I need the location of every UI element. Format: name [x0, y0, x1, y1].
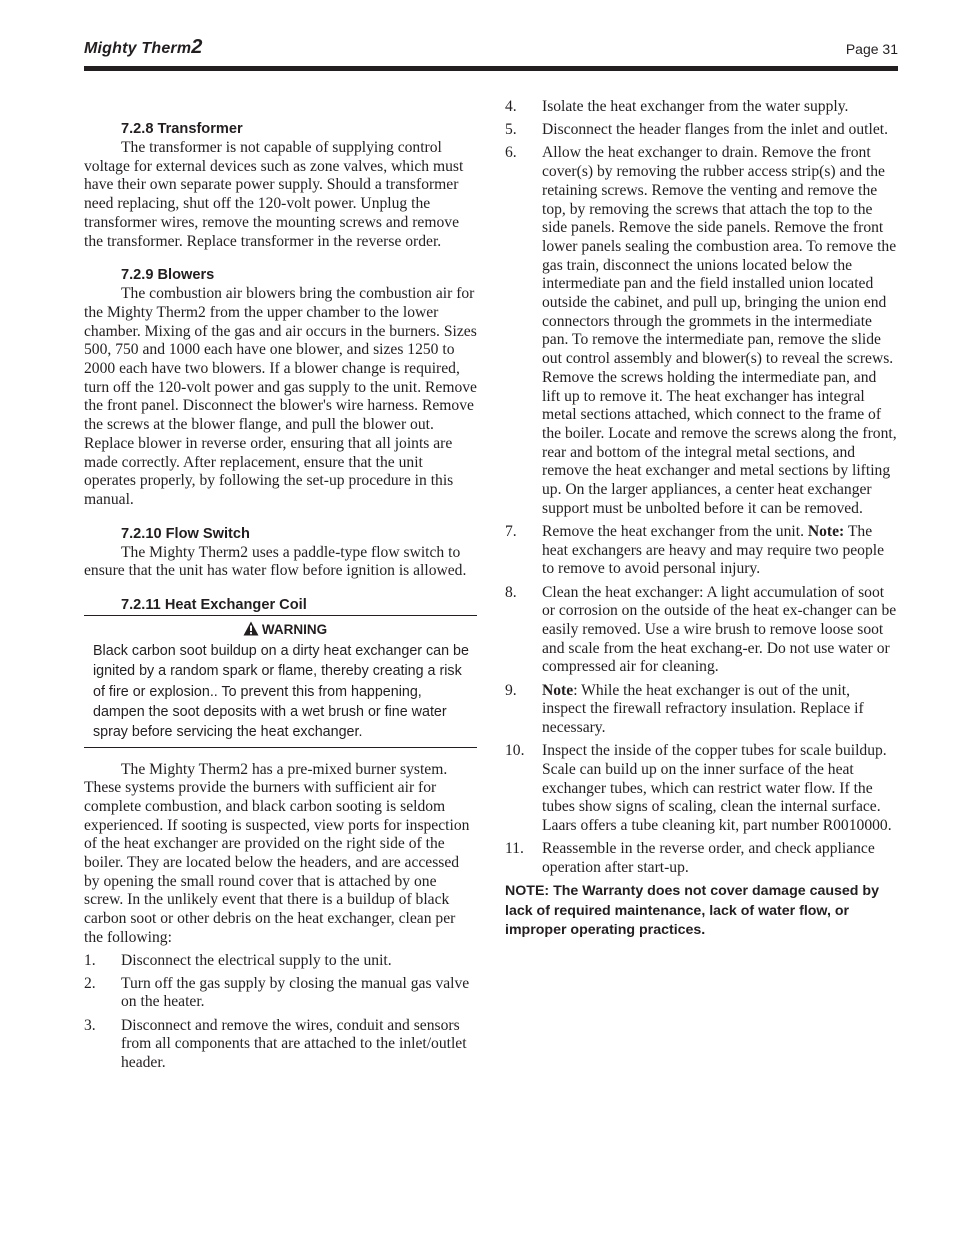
list-item: 3. Disconnect and remove the wires, conduit and sensors from all components that are attached to the inlet/outlet header.: [84, 1016, 467, 1072]
right-column: [505, 98, 898, 941]
flow-switch-paragraph: The Mighty Therm2 uses a paddle-type flow switch to ensure that the unit has water flow before ignition is allowed.: [84, 543, 467, 580]
section-heading-blowers: 7.2.9 Blowers: [121, 267, 215, 284]
left-column: [84, 98, 477, 1077]
warranty-note: NOTE: The Warranty does not cover damage caused by lack of required maintenance, lack of water flow, or improper operating practices.: [505, 883, 879, 939]
list-item: 11. Reassemble in the reverse order, and check appliance operation after start-up.: [505, 840, 875, 876]
steps-list-right: [505, 98, 898, 878]
steps-list-left: [84, 952, 477, 1073]
section-heading-transformer: 7.2.8 Transformer: [121, 121, 243, 137]
section-heading-flow-switch: 7.2.10 Flow Switch: [121, 525, 250, 542]
brand-title: Mighty Therm2: [84, 36, 203, 58]
transformer-paragraph: The transformer is not capable of supplying control voltage for external devices such as zone valves, which must have their own separate power supply. Should a transformer need replacing, shut off the 120-volt power. Unplug the transformer wires, remove the mounting screws and remove the transformer. Replace transformer in the reverse order.: [84, 139, 464, 250]
warning-title: WARNING: [93, 621, 477, 639]
list-item: 10. Inspect the inside of the copper tubes for scale buildup. Scale can build up on the inner surface of the heat exchanger tubes, which can restrict water flow. If the tubes show signs of scaling, clean the internal surface. Laars offers a tube cleaning kit, part number R0010000.: [505, 742, 892, 835]
warning-text: Black carbon soot buildup on a dirty heat exchanger can be ignited by a random spark or flame, thereby creating a risk of fire or explosion.. To prevent this from happening, dampen the soot deposits with a wet brush or fine water spray before servicing the heat exchanger.: [93, 643, 469, 741]
page-header: [84, 36, 898, 60]
list-item: 7. Remove the heat exchanger from the unit. Note: The heat exchangers are heavy and may require two people to remove to avoid personal injury.: [505, 522, 885, 578]
page-number: Page 31: [845, 41, 898, 57]
list-item: 2. Turn off the gas supply by closing the manual gas valve on the heater.: [84, 974, 470, 1011]
header-rule: [84, 66, 898, 71]
list-item: 4. Isolate the heat exchanger from the water supply.: [505, 98, 849, 115]
list-item: 6. Allow the heat exchanger to drain. Remove the front cover(s) by removing the rubber access strip(s) and the retaining screws. Remove the venting and remove the top, by removing the screws that attach the top to the side panels. Remove the side panels. Remove the front lower panels sealing the combustion area. To remove the gas train, disconnect the unions located below the intermediate pan and the field installed union located outside the cabinet, and pull up, bringing the union end connectors through the grommets in the intermediate pan. To remove the intermediate pan, remove the slide out control assembly and blower(s) to reveal the screws. Remove the screws holding the intermediate pan, and lift up to remove it. The heat exchanger has integral metal sections attached, which connect to the frame of the boiler. Locate and remove the screws along the front, rear and bottom of the integral metal sections, and remove the heat exchanger and metal sections by lifting up. On the larger appliances, a center heat exchanger support must be unbolted before it can be removed.: [505, 144, 897, 517]
heat-exchanger-paragraph: The Mighty Therm2 has a pre-mixed burner system. These systems provide the burners with sufficient air for complete combustion, and black carbon sooting is seldom experienced. If sooting is suspected, view ports for inspection of the heat exchanger are provided on the right side of the boiler. They are located below the headers, and are accessed by opening the small round cover that is attached by one screw. In the unlikely event that there is a buildup of black carbon soot or other debris on the heat exchanger, clean per the following:: [84, 760, 470, 946]
list-item: 1. Disconnect the electrical supply to the unit.: [84, 951, 392, 969]
section-heading-heat-exchanger: 7.2.11 Heat Exchanger Coil: [121, 597, 307, 614]
warning-box: [84, 615, 477, 747]
blowers-paragraph: The combustion air blowers bring the combustion air for the Mighty Therm2 from the upper chamber to the lower chamber. Mixing of the gas and air occurs in the burners. Sizes 500, 750 and 1000 each have one blower, and sizes 1250 to 2000 each have two blowers. If a blower change is required, turn off the 120-volt power and gas supply to the unit. Remove the front panel. Disconnect the blower's wire harness. Remove the screws at the blower flange, and pull the blower out. Replace blower in reverse order, ensuring that all joints are made correctly. After replacement, ensure that the unit operates properly, by following the set-up procedure in this manual.: [84, 285, 477, 508]
list-item: 8. Clean the heat exchanger: A light accumulation of soot or corrosion on the outside of the heat ex-changer can be easily removed. Use a wire brush to remove loose soot and scale from the heat exchang-er. Do not use water or compressed air for cleaning.: [505, 583, 897, 676]
list-item: 9. Note: While the heat exchanger is out of the unit, inspect the firewall refractory insulation. Replace if necessary.: [505, 681, 864, 736]
warning-icon: [243, 621, 259, 636]
list-item: 5. Disconnect the header flanges from the inlet and outlet.: [505, 121, 888, 139]
